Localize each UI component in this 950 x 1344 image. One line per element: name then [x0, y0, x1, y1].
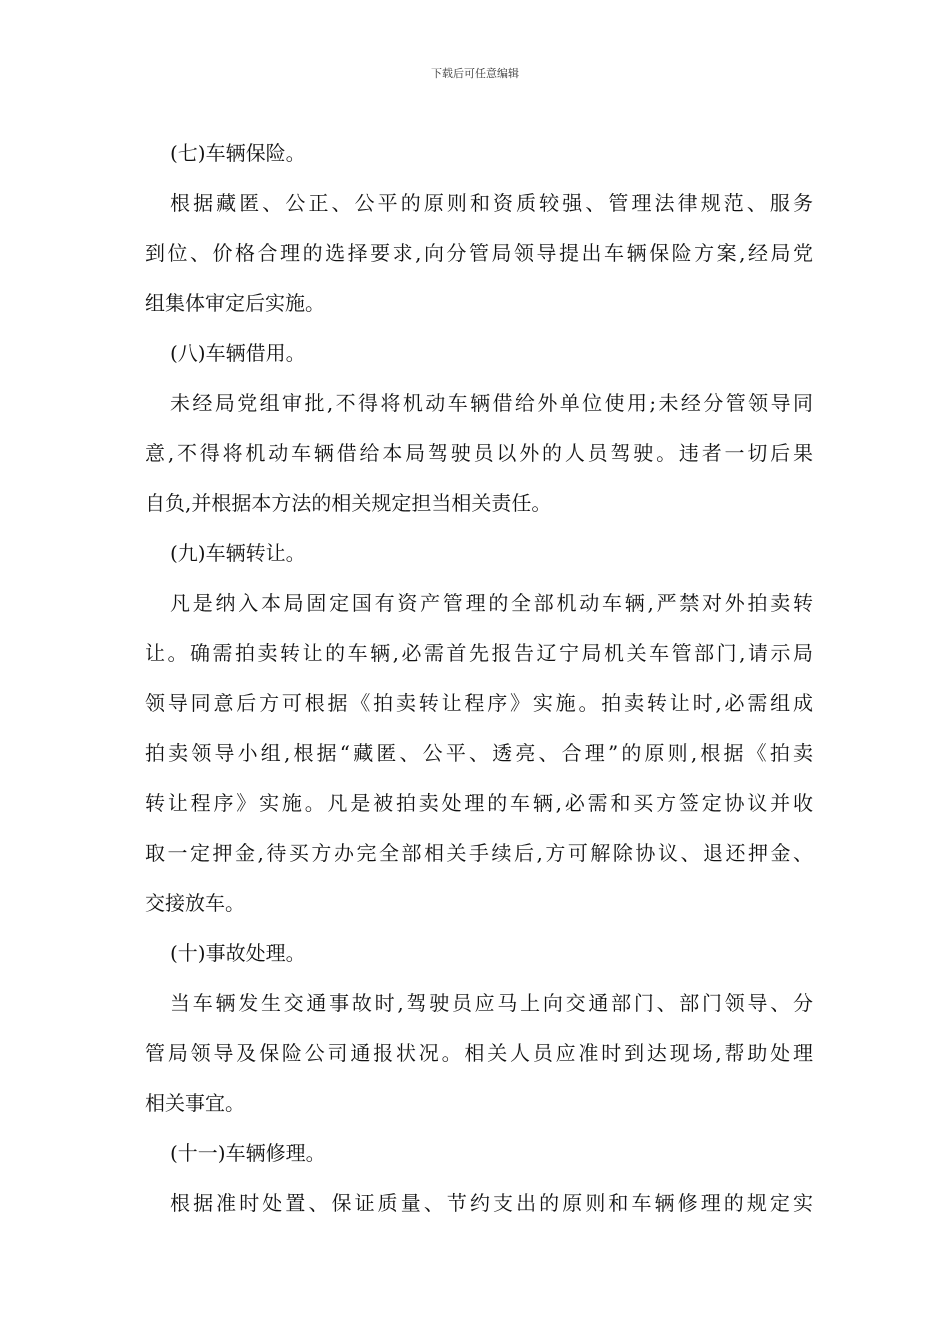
text-line: 相关事宜。 [145, 1091, 245, 1115]
text-line: 到位、价格合理的选择要求,向分管局领导提出车辆保险方案,经局党 [145, 241, 813, 265]
text-line: 根据藏匿、公正、公平的原则和资质较强、管理法律规范、服务 [170, 191, 813, 215]
section-heading: (七)车辆保险。 [170, 141, 306, 165]
section-heading: (十一)车辆修理。 [170, 1141, 326, 1165]
text-line: 管局领导及保险公司通报状况。相关人员应准时到达现场,帮助处理 [145, 1041, 813, 1065]
text-line: 交接放车。 [145, 891, 245, 915]
text-line: 凡是纳入本局固定国有资产管理的全部机动车辆,严禁对外拍卖转 [170, 591, 813, 615]
text-line: 转让程序》实施。凡是被拍卖处理的车辆,必需和买方签定协议并收 [145, 791, 813, 815]
text-line: 当车辆发生交通事故时,驾驶员应马上向交通部门、部门领导、分 [170, 991, 813, 1015]
paragraph [145, 378, 813, 528]
text-line: 组集体审定后实施。 [145, 291, 325, 315]
text-line: 意,不得将机动车辆借给本局驾驶员以外的人员驾驶。违者一切后果 [145, 441, 813, 465]
paragraph [145, 1178, 813, 1228]
paragraph [145, 978, 813, 1128]
section-heading: (八)车辆借用。 [170, 341, 306, 365]
text-line: 根据准时处置、保证质量、节约支出的原则和车辆修理的规定实 [170, 1191, 813, 1215]
section-heading: (九)车辆转让。 [170, 541, 306, 565]
section-heading: (十)事故处理。 [170, 941, 306, 965]
text-line: 拍卖领导小组,根据“藏匿、公平、透亮、合理”的原则,根据《拍卖 [145, 741, 813, 765]
text-line: 领导同意后方可根据《拍卖转让程序》实施。拍卖转让时,必需组成 [145, 691, 813, 715]
paragraph [145, 178, 813, 328]
text-line: 让。确需拍卖转让的车辆,必需首先报告辽宁局机关车管部门,请示局 [145, 641, 813, 665]
text-line: 取一定押金,待买方办完全部相关手续后,方可解除协议、退还押金、 [145, 841, 813, 865]
paragraph [145, 578, 813, 928]
document-body [145, 128, 813, 1228]
text-line: 未经局党组审批,不得将机动车辆借给外单位使用;未经分管领导同 [170, 391, 813, 415]
page-header: 下载后可任意编辑 [431, 67, 519, 80]
text-line: 自负,并根据本方法的相关规定担当相关责任。 [145, 491, 552, 515]
